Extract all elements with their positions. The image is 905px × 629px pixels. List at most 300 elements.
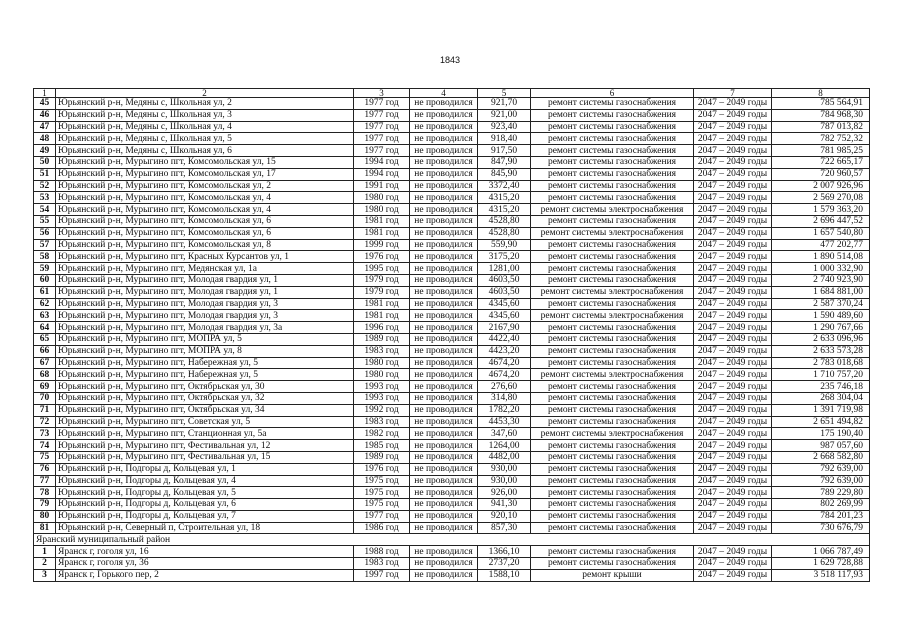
work-type-cell: ремонт системы электроснабжения: [531, 227, 694, 239]
year-built-cell: 1979 год: [354, 286, 410, 298]
year-built-cell: 1989 год: [354, 333, 410, 345]
year-built-cell: 1991 год: [354, 180, 410, 192]
work-type-cell: ремонт системы газоснабжения: [531, 133, 694, 145]
period-cell: 2047 – 2049 годы: [694, 133, 772, 145]
last-repair-cell: не проводился: [410, 333, 478, 345]
cost-cell: 3 518 117,93: [772, 569, 870, 581]
work-type-cell: ремонт системы газоснабжения: [531, 192, 694, 204]
column-number-header: 4: [410, 89, 478, 98]
address-cell: Яранск г, гоголя ул, 36: [56, 558, 354, 570]
section-title: Яранский муниципальный район: [34, 534, 870, 546]
work-type-cell: ремонт системы газоснабжения: [531, 499, 694, 511]
last-repair-cell: не проводился: [410, 499, 478, 511]
area-cell: 4315,20: [478, 192, 531, 204]
last-repair-cell: не проводился: [410, 286, 478, 298]
cost-cell: 781 985,25: [772, 145, 870, 157]
work-type-cell: ремонт системы газоснабжения: [531, 215, 694, 227]
row-number-cell: 58: [34, 251, 56, 263]
last-repair-cell: не проводился: [410, 168, 478, 180]
address-cell: Юрьянский р-н, Подгоры д, Кольцевая ул, 1: [56, 463, 354, 475]
last-repair-cell: не проводился: [410, 298, 478, 310]
table-row: [34, 510, 870, 522]
last-repair-cell: не проводился: [410, 251, 478, 263]
cost-cell: 1 290 767,66: [772, 322, 870, 334]
row-number-cell: 1: [34, 546, 56, 558]
year-built-cell: 1977 год: [354, 109, 410, 121]
row-number-cell: 74: [34, 440, 56, 452]
row-number-cell: 53: [34, 192, 56, 204]
last-repair-cell: не проводился: [410, 440, 478, 452]
address-cell: Юрьянский р-н, Северный п, Строительная ул, 18: [56, 522, 354, 534]
address-cell: Юрьянский р-н, Мурыгино пгт, Молодая гвардия ул, 3: [56, 310, 354, 322]
address-cell: Юрьянский р-н, Медяны с, Школьная ул, 5: [56, 133, 354, 145]
table-row: [34, 428, 870, 440]
column-number-header: 7: [694, 89, 772, 98]
column-number-header: 8: [772, 89, 870, 98]
address-cell: Юрьянский р-н, Мурыгино пгт, Комсомольская ул, 8: [56, 239, 354, 251]
period-cell: 2047 – 2049 годы: [694, 310, 772, 322]
work-type-cell: ремонт системы газоснабжения: [531, 156, 694, 168]
period-cell: 2047 – 2049 годы: [694, 322, 772, 334]
table-row: [34, 369, 870, 381]
work-type-cell: ремонт системы электроснабжения: [531, 310, 694, 322]
work-type-cell: ремонт системы газоснабжения: [531, 168, 694, 180]
period-cell: 2047 – 2049 годы: [694, 392, 772, 404]
last-repair-cell: не проводился: [410, 274, 478, 286]
period-cell: 2047 – 2049 годы: [694, 239, 772, 251]
row-number-cell: 55: [34, 215, 56, 227]
period-cell: 2047 – 2049 годы: [694, 463, 772, 475]
period-cell: 2047 – 2049 годы: [694, 227, 772, 239]
period-cell: 2047 – 2049 годы: [694, 121, 772, 133]
last-repair-cell: не проводился: [410, 192, 478, 204]
row-number-cell: 71: [34, 404, 56, 416]
cost-cell: 477 202,77: [772, 239, 870, 251]
cost-cell: 2 740 923,90: [772, 274, 870, 286]
cost-cell: 722 665,17: [772, 156, 870, 168]
table-row: [34, 310, 870, 322]
data-table: [33, 88, 870, 582]
last-repair-cell: не проводился: [410, 133, 478, 145]
address-cell: Юрьянский р-н, Мурыгино пгт, Комсомольская ул, 4: [56, 192, 354, 204]
area-cell: 4422,40: [478, 333, 531, 345]
row-number-cell: 68: [34, 369, 56, 381]
year-built-cell: 1997 год: [354, 569, 410, 581]
area-cell: 4603,50: [478, 274, 531, 286]
row-number-cell: 47: [34, 121, 56, 133]
row-number-cell: 76: [34, 463, 56, 475]
last-repair-cell: не проводился: [410, 428, 478, 440]
table-row: [34, 227, 870, 239]
area-cell: 918,40: [478, 133, 531, 145]
row-number-cell: 59: [34, 263, 56, 275]
cost-cell: 1 684 881,00: [772, 286, 870, 298]
period-cell: 2047 – 2049 годы: [694, 546, 772, 558]
area-cell: 4315,20: [478, 204, 531, 216]
year-built-cell: 1983 год: [354, 345, 410, 357]
table-row: [34, 546, 870, 558]
cost-cell: 1 710 757,20: [772, 369, 870, 381]
table-row: [34, 192, 870, 204]
last-repair-cell: не проводился: [410, 180, 478, 192]
period-cell: 2047 – 2049 годы: [694, 192, 772, 204]
table-row: [34, 522, 870, 534]
cost-cell: 792 639,00: [772, 463, 870, 475]
table-row: [34, 322, 870, 334]
period-cell: 2047 – 2049 годы: [694, 381, 772, 393]
area-cell: 930,00: [478, 463, 531, 475]
cost-cell: 730 676,79: [772, 522, 870, 534]
last-repair-cell: не проводился: [410, 145, 478, 157]
address-cell: Юрьянский р-н, Мурыгино пгт, Советская ул, 5: [56, 416, 354, 428]
last-repair-cell: не проводился: [410, 510, 478, 522]
area-cell: 559,90: [478, 239, 531, 251]
cost-cell: 1 000 332,90: [772, 263, 870, 275]
table-row: [34, 180, 870, 192]
last-repair-cell: не проводился: [410, 156, 478, 168]
work-type-cell: ремонт системы электроснабжения: [531, 204, 694, 216]
cost-cell: 235 746,18: [772, 381, 870, 393]
work-type-cell: ремонт системы газоснабжения: [531, 145, 694, 157]
work-type-cell: ремонт системы газоснабжения: [531, 546, 694, 558]
row-number-cell: 56: [34, 227, 56, 239]
year-built-cell: 1985 год: [354, 440, 410, 452]
address-cell: Юрьянский р-н, Мурыгино пгт, Набережная ул, 5: [56, 369, 354, 381]
year-built-cell: 1994 год: [354, 168, 410, 180]
period-cell: 2047 – 2049 годы: [694, 569, 772, 581]
cost-cell: 2 007 926,96: [772, 180, 870, 192]
last-repair-cell: не проводился: [410, 381, 478, 393]
area-cell: 1588,10: [478, 569, 531, 581]
period-cell: 2047 – 2049 годы: [694, 357, 772, 369]
area-cell: 847,90: [478, 156, 531, 168]
area-cell: 1281,00: [478, 263, 531, 275]
table-row: [34, 156, 870, 168]
cost-cell: 2 651 494,82: [772, 416, 870, 428]
cost-cell: 1 657 540,80: [772, 227, 870, 239]
year-built-cell: 1986 год: [354, 522, 410, 534]
last-repair-cell: не проводился: [410, 98, 478, 110]
address-cell: Юрьянский р-н, Мурыгино пгт, Октябрьская ул, 32: [56, 392, 354, 404]
header-row: [34, 89, 870, 98]
address-cell: Юрьянский р-н, Подгоры д, Кольцевая ул, 5: [56, 487, 354, 499]
period-cell: 2047 – 2049 годы: [694, 274, 772, 286]
cost-cell: 2 633 096,96: [772, 333, 870, 345]
year-built-cell: 1980 год: [354, 192, 410, 204]
period-cell: 2047 – 2049 годы: [694, 286, 772, 298]
work-type-cell: ремонт системы газоснабжения: [531, 263, 694, 275]
area-cell: 845,90: [478, 168, 531, 180]
cost-cell: 1 890 514,08: [772, 251, 870, 263]
row-number-cell: 65: [34, 333, 56, 345]
last-repair-cell: не проводился: [410, 239, 478, 251]
row-number-cell: 78: [34, 487, 56, 499]
area-cell: 4482,00: [478, 451, 531, 463]
table-row: [34, 463, 870, 475]
period-cell: 2047 – 2049 годы: [694, 215, 772, 227]
last-repair-cell: не проводился: [410, 121, 478, 133]
area-cell: 1782,20: [478, 404, 531, 416]
address-cell: Юрьянский р-н, Мурыгино пгт, Фестивальная ул, 15: [56, 451, 354, 463]
period-cell: 2047 – 2049 годы: [694, 298, 772, 310]
address-cell: Юрьянский р-н, Мурыгино пгт, Комсомольская ул, 6: [56, 227, 354, 239]
year-built-cell: 1993 год: [354, 381, 410, 393]
address-cell: Юрьянский р-н, Мурыгино пгт, Красных Курсантов ул, 1: [56, 251, 354, 263]
table-row: [34, 345, 870, 357]
address-cell: Юрьянский р-н, Медяны с, Школьная ул, 6: [56, 145, 354, 157]
area-cell: 920,10: [478, 510, 531, 522]
work-type-cell: ремонт системы газоснабжения: [531, 558, 694, 570]
last-repair-cell: не проводился: [410, 310, 478, 322]
area-cell: 921,00: [478, 109, 531, 121]
table-row: [34, 109, 870, 121]
work-type-cell: ремонт крыши: [531, 569, 694, 581]
last-repair-cell: не проводился: [410, 215, 478, 227]
period-cell: 2047 – 2049 годы: [694, 428, 772, 440]
cost-cell: 785 564,91: [772, 98, 870, 110]
period-cell: 2047 – 2049 годы: [694, 98, 772, 110]
period-cell: 2047 – 2049 годы: [694, 558, 772, 570]
area-cell: 347,60: [478, 428, 531, 440]
cost-cell: 1 590 489,60: [772, 310, 870, 322]
year-built-cell: 1993 год: [354, 392, 410, 404]
work-type-cell: ремонт системы газоснабжения: [531, 180, 694, 192]
work-type-cell: ремонт системы газоснабжения: [531, 463, 694, 475]
row-number-cell: 69: [34, 381, 56, 393]
area-cell: 3372,40: [478, 180, 531, 192]
cost-cell: 784 968,30: [772, 109, 870, 121]
period-cell: 2047 – 2049 годы: [694, 251, 772, 263]
work-type-cell: ремонт системы газоснабжения: [531, 510, 694, 522]
period-cell: 2047 – 2049 годы: [694, 168, 772, 180]
last-repair-cell: не проводился: [410, 558, 478, 570]
row-number-cell: 79: [34, 499, 56, 511]
table-row: [34, 274, 870, 286]
row-number-cell: 81: [34, 522, 56, 534]
area-cell: 4528,80: [478, 227, 531, 239]
year-built-cell: 1981 год: [354, 310, 410, 322]
address-cell: Юрьянский р-н, Мурыгино пгт, Молодая гвардия ул, 1: [56, 286, 354, 298]
last-repair-cell: не проводился: [410, 392, 478, 404]
area-cell: 930,00: [478, 475, 531, 487]
table-row: [34, 357, 870, 369]
row-number-cell: 66: [34, 345, 56, 357]
area-cell: 857,30: [478, 522, 531, 534]
cost-cell: 1 066 787,49: [772, 546, 870, 558]
work-type-cell: ремонт системы газоснабжения: [531, 392, 694, 404]
table-row: [34, 499, 870, 511]
period-cell: 2047 – 2049 годы: [694, 522, 772, 534]
address-cell: Юрьянский р-н, Мурыгино пгт, Комсомольская ул, 15: [56, 156, 354, 168]
work-type-cell: ремонт системы газоснабжения: [531, 522, 694, 534]
table-row: [34, 475, 870, 487]
row-number-cell: 52: [34, 180, 56, 192]
address-cell: Юрьянский р-н, Медяны с, Школьная ул, 2: [56, 98, 354, 110]
table-row: [34, 168, 870, 180]
table-row: [34, 392, 870, 404]
area-cell: 4528,80: [478, 215, 531, 227]
last-repair-cell: не проводился: [410, 369, 478, 381]
year-built-cell: 1982 год: [354, 428, 410, 440]
table-row: [34, 121, 870, 133]
row-number-cell: 80: [34, 510, 56, 522]
year-built-cell: 1981 год: [354, 227, 410, 239]
address-cell: Яранск г, Горького пер, 2: [56, 569, 354, 581]
period-cell: 2047 – 2049 годы: [694, 475, 772, 487]
cost-cell: 268 304,04: [772, 392, 870, 404]
year-built-cell: 1988 год: [354, 546, 410, 558]
work-type-cell: ремонт системы электроснабжения: [531, 428, 694, 440]
year-built-cell: 1977 год: [354, 133, 410, 145]
row-number-cell: 2: [34, 558, 56, 570]
period-cell: 2047 – 2049 годы: [694, 109, 772, 121]
year-built-cell: 1996 год: [354, 322, 410, 334]
area-cell: 1264,00: [478, 440, 531, 452]
table-row: [34, 333, 870, 345]
area-cell: 4603,50: [478, 286, 531, 298]
last-repair-cell: не проводился: [410, 322, 478, 334]
row-number-cell: 62: [34, 298, 56, 310]
last-repair-cell: не проводился: [410, 109, 478, 121]
cost-cell: 1 579 363,20: [772, 204, 870, 216]
cost-cell: 1 391 719,98: [772, 404, 870, 416]
address-cell: Юрьянский р-н, Подгоры д, Кольцевая ул, 7: [56, 510, 354, 522]
address-cell: Юрьянский р-н, Мурыгино пгт, Медянская ул, 1а: [56, 263, 354, 275]
address-cell: Юрьянский р-н, Мурыгино пгт, Комсомольская ул, 6: [56, 215, 354, 227]
area-cell: 926,00: [478, 487, 531, 499]
last-repair-cell: не проводился: [410, 416, 478, 428]
area-cell: 2167,90: [478, 322, 531, 334]
work-type-cell: ремонт системы газоснабжения: [531, 404, 694, 416]
last-repair-cell: не проводился: [410, 546, 478, 558]
row-number-cell: 75: [34, 451, 56, 463]
cost-cell: 720 960,57: [772, 168, 870, 180]
year-built-cell: 1999 год: [354, 239, 410, 251]
table-row: [34, 263, 870, 275]
area-cell: 4674,20: [478, 369, 531, 381]
row-number-cell: 61: [34, 286, 56, 298]
table-row: [34, 404, 870, 416]
area-cell: 923,40: [478, 121, 531, 133]
work-type-cell: ремонт системы газоснабжения: [531, 274, 694, 286]
table-row: [34, 145, 870, 157]
year-built-cell: 1981 год: [354, 298, 410, 310]
cost-cell: 782 752,32: [772, 133, 870, 145]
period-cell: 2047 – 2049 годы: [694, 180, 772, 192]
table-row: [34, 239, 870, 251]
table-row: [34, 133, 870, 145]
work-type-cell: ремонт системы газоснабжения: [531, 251, 694, 263]
row-number-cell: 64: [34, 322, 56, 334]
period-cell: 2047 – 2049 годы: [694, 451, 772, 463]
work-type-cell: ремонт системы газоснабжения: [531, 381, 694, 393]
period-cell: 2047 – 2049 годы: [694, 204, 772, 216]
cost-cell: 2 569 270,08: [772, 192, 870, 204]
area-cell: 2737,20: [478, 558, 531, 570]
row-number-cell: 57: [34, 239, 56, 251]
year-built-cell: 1979 год: [354, 274, 410, 286]
year-built-cell: 1975 год: [354, 475, 410, 487]
cost-cell: 175 190,40: [772, 428, 870, 440]
address-cell: Юрьянский р-н, Мурыгино пгт, Молодая гвардия ул, 1: [56, 274, 354, 286]
year-built-cell: 1976 год: [354, 251, 410, 263]
area-cell: 1366,10: [478, 546, 531, 558]
year-built-cell: 1992 год: [354, 404, 410, 416]
address-cell: Юрьянский р-н, Мурыгино пгт, Комсомольская ул, 4: [56, 204, 354, 216]
row-number-cell: 3: [34, 569, 56, 581]
work-type-cell: ремонт системы газоснабжения: [531, 345, 694, 357]
year-built-cell: 1980 год: [354, 369, 410, 381]
address-cell: Юрьянский р-н, Мурыгино пгт, Набережная ул, 5: [56, 357, 354, 369]
period-cell: 2047 – 2049 годы: [694, 440, 772, 452]
year-built-cell: 1980 год: [354, 357, 410, 369]
table-row: [34, 298, 870, 310]
row-number-cell: 72: [34, 416, 56, 428]
address-cell: Яранск г, гоголя ул, 16: [56, 546, 354, 558]
column-number-header: 6: [531, 89, 694, 98]
row-number-cell: 50: [34, 156, 56, 168]
last-repair-cell: не проводился: [410, 357, 478, 369]
table-row: [34, 569, 870, 581]
cost-cell: 2 587 370,24: [772, 298, 870, 310]
cost-cell: 2 783 018,68: [772, 357, 870, 369]
last-repair-cell: не проводился: [410, 475, 478, 487]
year-built-cell: 1975 год: [354, 499, 410, 511]
work-type-cell: ремонт системы газоснабжения: [531, 357, 694, 369]
year-built-cell: 1977 год: [354, 98, 410, 110]
period-cell: 2047 – 2049 годы: [694, 487, 772, 499]
last-repair-cell: не проводился: [410, 569, 478, 581]
work-type-cell: ремонт системы газоснабжения: [531, 487, 694, 499]
row-number-cell: 51: [34, 168, 56, 180]
table-row: [34, 98, 870, 110]
period-cell: 2047 – 2049 годы: [694, 263, 772, 275]
period-cell: 2047 – 2049 годы: [694, 510, 772, 522]
year-built-cell: 1983 год: [354, 558, 410, 570]
address-cell: Юрьянский р-н, Мурыгино пгт, Молодая гвардия ул, 3а: [56, 322, 354, 334]
period-cell: 2047 – 2049 годы: [694, 156, 772, 168]
work-type-cell: ремонт системы газоснабжения: [531, 98, 694, 110]
table-row: [34, 381, 870, 393]
column-number-header: 3: [354, 89, 410, 98]
cost-cell: 802 269,99: [772, 499, 870, 511]
year-built-cell: 1981 год: [354, 215, 410, 227]
area-cell: 4345,60: [478, 310, 531, 322]
address-cell: Юрьянский р-н, Мурыгино пгт, Фестивальная ул, 12: [56, 440, 354, 452]
period-cell: 2047 – 2049 годы: [694, 145, 772, 157]
area-cell: 314,80: [478, 392, 531, 404]
period-cell: 2047 – 2049 годы: [694, 404, 772, 416]
column-number-header: 2: [56, 89, 354, 98]
table-row: [34, 204, 870, 216]
cost-cell: 1 629 728,88: [772, 558, 870, 570]
table-row: [34, 416, 870, 428]
row-number-cell: 63: [34, 310, 56, 322]
period-cell: 2047 – 2049 годы: [694, 369, 772, 381]
row-number-cell: 70: [34, 392, 56, 404]
work-type-cell: ремонт системы газоснабжения: [531, 451, 694, 463]
column-number-header: 5: [478, 89, 531, 98]
work-type-cell: ремонт системы электроснабжения: [531, 286, 694, 298]
last-repair-cell: не проводился: [410, 204, 478, 216]
cost-cell: 789 229,80: [772, 487, 870, 499]
table-row: [34, 558, 870, 570]
table-row: [34, 215, 870, 227]
last-repair-cell: не проводился: [410, 487, 478, 499]
row-number-cell: 46: [34, 109, 56, 121]
year-built-cell: 1994 год: [354, 156, 410, 168]
row-number-cell: 60: [34, 274, 56, 286]
